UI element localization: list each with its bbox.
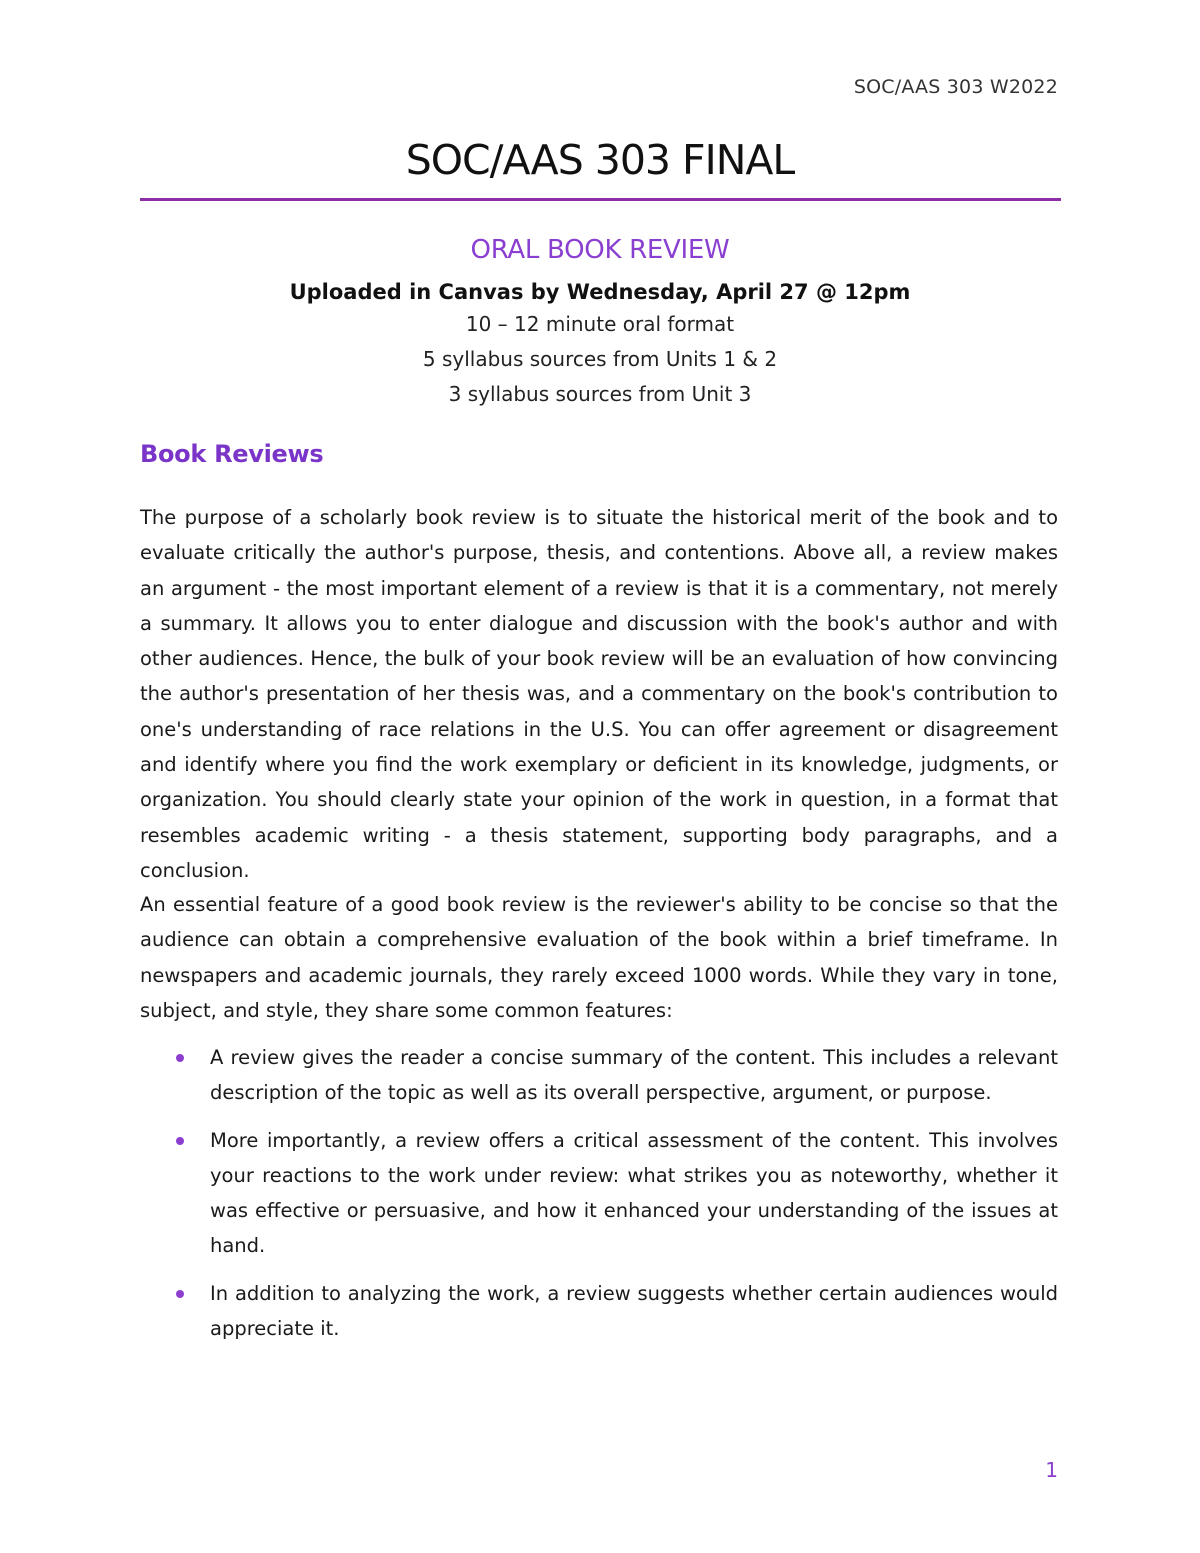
page-number: 1 [1045, 1458, 1058, 1482]
features-paragraph: An essential feature of a good book review is the reviewer's ability to be concise so that the audience can obtain a comprehensive evaluation of the book within a brief timeframe. In newspapers and academic journals, they rarely exceed 1000 words. While they vary in tone, subject, and style, they share some common features: [140, 893, 1058, 1022]
bullet-icon [176, 1054, 184, 1062]
list-item [140, 1276, 1058, 1347]
list-item-text: A review gives the reader a concise summary of the content. This includes a relevant description of the topic as well as its overall perspective, argument, or purpose. [210, 1046, 1058, 1105]
document-title: SOC/AAS 303 FINAL [405, 136, 795, 184]
bullet-icon [176, 1290, 184, 1298]
list-item-text: More importantly, a review offers a critical assessment of the content. This involves your reactions to the work under review: what strikes you as noteworthy, whether it was effective or persuasive, and how it enhanced your understanding of the issues at hand. [210, 1128, 1058, 1258]
sources-requirement-units-1-2: 5 syllabus sources from Units 1 & 2 [422, 347, 778, 371]
title-divider [140, 198, 1061, 201]
list-item [140, 1040, 1058, 1111]
format-requirement: 10 – 12 minute oral format [465, 312, 735, 336]
list-item-text: In addition to analyzing the work, a review suggests whether certain audiences would appreciate it. [210, 1281, 1058, 1341]
assignment-subtitle: ORAL BOOK REVIEW [470, 235, 730, 265]
bullet-icon [176, 1137, 184, 1145]
sources-requirement-unit-3: 3 syllabus sources from Unit 3 [448, 382, 752, 406]
running-header: SOC/AAS 303 W2022 [853, 76, 1058, 98]
purpose-paragraph: The purpose of a scholarly book review is to situate the historical merit of the book and to evaluate critically the author's purpose, thesis, and contentions. Above all, a review makes an argument - the most important element of a review is that it is a commentary, not merely a summary. It allows you to enter dialogue and discussion with the book's author and with other audiences. Hence, the bulk of your book review will be an evaluation of how convincing the author's presentation of her thesis was, and a commentary on the book's contribution to one's understanding of race relations in the U.S. You can offer agreement or disagreement and identify where you find the work exemplary or deficient in its knowledge, judgments, or organization. You should clearly state your opinion of the work in question, in a format that resembles academic writing - a thesis statement, supporting body paragraphs, and a conclusion. [140, 506, 1058, 882]
features-list [140, 1040, 1058, 1358]
list-item [140, 1123, 1058, 1264]
section-heading: Book Reviews [140, 440, 324, 468]
submission-deadline: Uploaded in Canvas by Wednesday, April 27 @ 12pm [289, 280, 911, 304]
